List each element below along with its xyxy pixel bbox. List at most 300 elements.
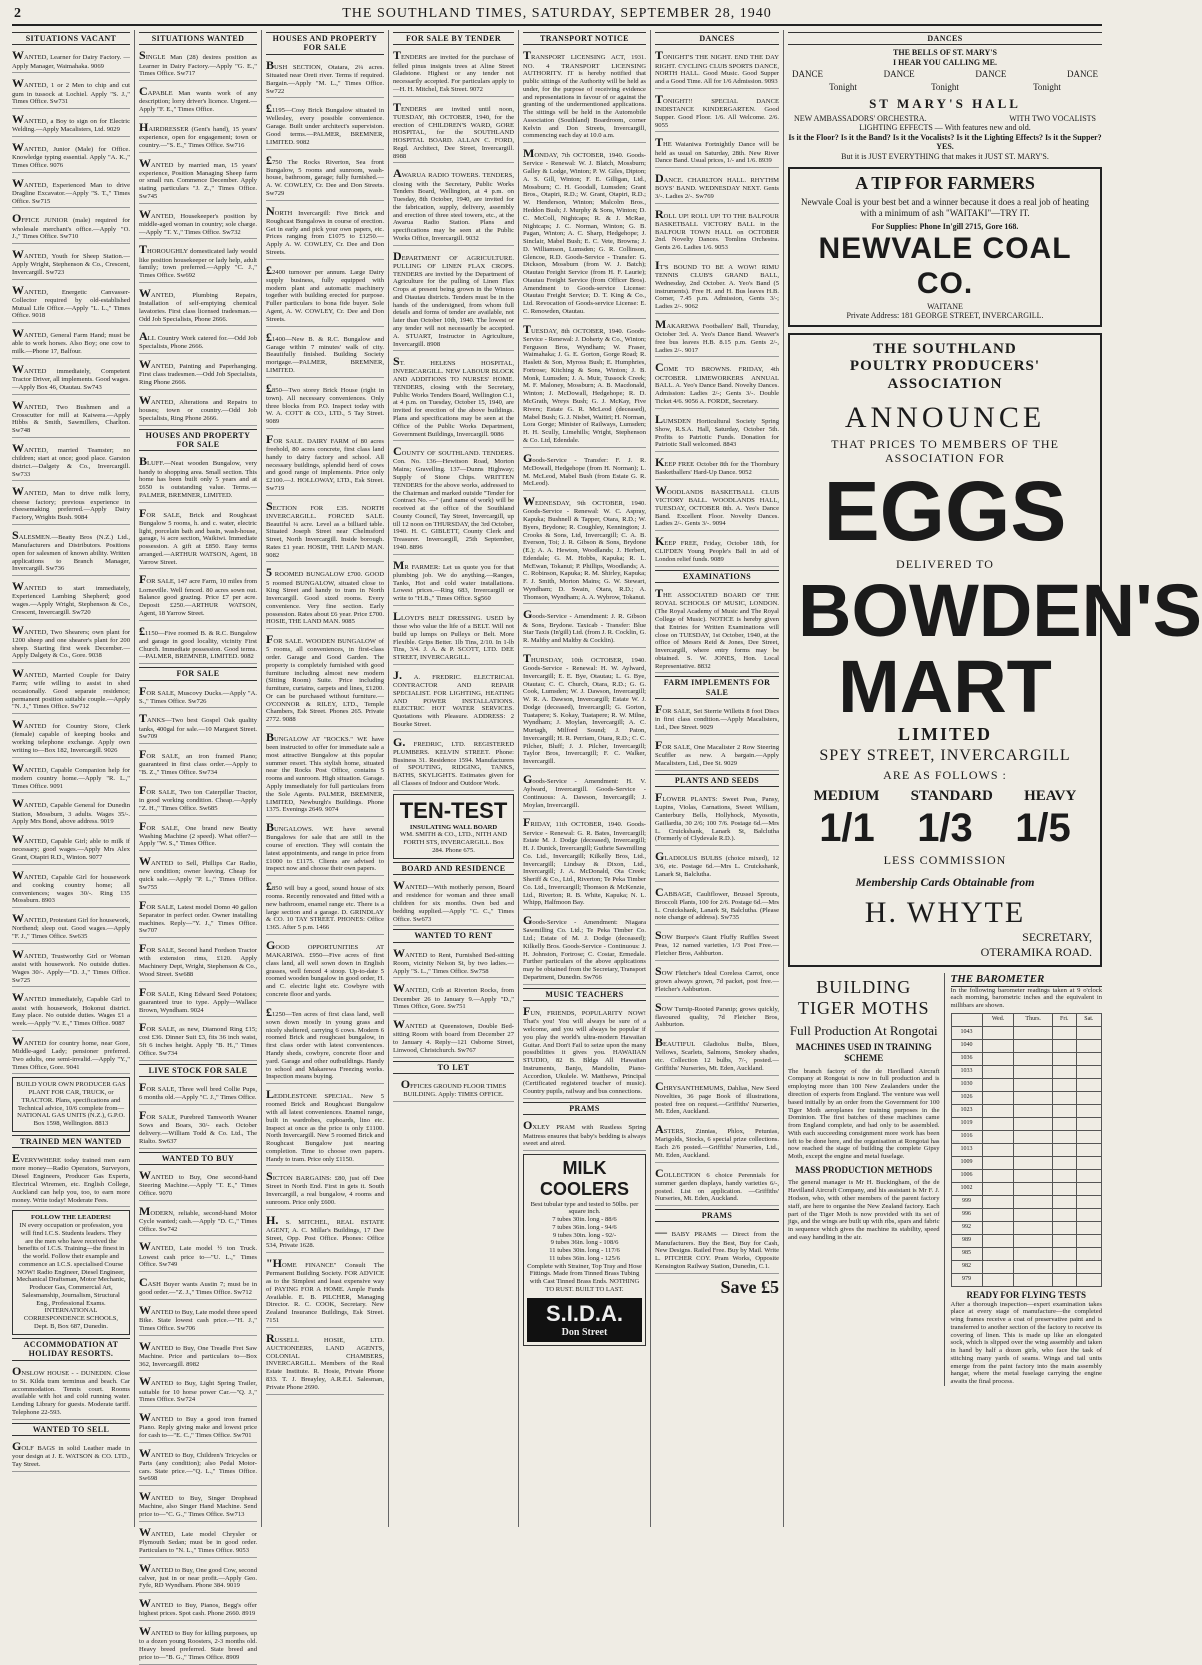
classified-ad: CHRYSANTHEMUMS, Dahlias, New Seed Novelties, 36 page Book of illustrations, posted free on request.—Griffiths' Nurseries, Mt. Eden, Auckland.: [655, 1079, 779, 1119]
classified-ad: WANTED to Buy, Late model three speed Bike. State lowest cash price.—"H. J.," Times Office. Sw706: [139, 1303, 257, 1336]
reading-cell: [1014, 1143, 1052, 1156]
ad-subhead: Best tubular type and tested to 50lbs. per square inch.: [530, 1200, 639, 1216]
ad-line: Is it the Floor? Is it the Band? Is it the Vocalists? Is it the Lighting Effects? Is it the Supper?: [788, 132, 1102, 142]
classified-ad: FOR SALE, Latest model Domo 40 gallon Separator in perfect order. Owner installing machines. Reply—"Y. J.," Times Office. Sw707: [139, 898, 257, 938]
reading-cell: [1014, 1195, 1052, 1208]
poultry-producers-ad: [788, 333, 1202, 967]
company-name: NEWVALE COAL CO.: [818, 231, 1072, 301]
classified-ad: FOR SALE, 147 acre Farm, 10 miles from Lorneville. Well fenced. 80 acres sown out. Balance good grazing. Price £7 per acre. Deposit £250.—ARTHUR WATSON, Agent, 18 Yarrow Street.: [139, 572, 257, 620]
reading-cell: [1076, 1130, 1101, 1143]
ad-line: Membership Cards Obtainable from: [855, 874, 1035, 889]
classified-ad: SOW Turnip-Rooted Parsnip; grows quickly, flavoured quality, 7d Fletcher Bros, Ashburton.: [655, 1000, 779, 1033]
reading-cell: [1014, 1221, 1052, 1234]
classified-ad: Goods-Service - Amendment: J. R. Gibson & Sons, Brydone. Taxicab - Transfer: Blue Star Taxis (In'gill) Ltd. (from J. R. Cocklin, G. R. Maltby and Maltby & Cocklin).: [523, 607, 646, 647]
table-row: [951, 1143, 1102, 1156]
classified-ad: WANTED, Experienced Man to drive Dragline Excavator.—Apply "S. T.," Times Office. Sw715: [12, 176, 130, 209]
ad-text: WAITANE: [927, 301, 963, 311]
reading-cell: [1014, 1182, 1052, 1195]
reading-cell: [982, 1104, 1014, 1117]
millibar-value: 992: [951, 1221, 982, 1234]
classified-ad: WANTED at Queenstown, Double Bed-sitting Room with board from December 27 to January 4. Reply—121 Osborne Street, Linwood, Christchurch. Sw767: [393, 1017, 514, 1057]
reading-cell: [1052, 1117, 1076, 1130]
hawaiian-studio-ad: FUN, FRIENDS, POPULARITY NOW! That's you! You will always be sure of a welcome, and you will always be popular if you play the world's ultra-modern Hawaiian Guitar. And Don't Fail to seize upon the many possibilities it gives you. HAWAIIAN STUDIO, 82 B. Bldgs All Hawaiian Instruments, Banjo, Mandolin, Piano-Accordion, Ukulele. W. Matthews, Principal (Certificated registered teacher of music). Country pupils, railway and bus connections.: [523, 1004, 646, 1099]
reading-cell: [1052, 1260, 1076, 1273]
classified-ad: H. S. MITCHEL, REAL ESTATE AGENT, A. C. Millar's Buildings, 17 Dee Street, Opp. Post Office. Phones: Office 534, Private 1628.: [266, 1213, 384, 1253]
table-row: [951, 1234, 1102, 1247]
day-header: Sat.: [1076, 1013, 1101, 1026]
sida-logo: S.I.D.A.: [545, 1300, 623, 1326]
ad-headline: MILK COOLERS: [539, 1158, 629, 1200]
ad-line: SECRETARY,: [1022, 930, 1092, 945]
table-row: [951, 1195, 1102, 1208]
classified-ad: £850—Two storey Brick House (right in town). All necessary conveniences. Only three blocks from P.O. Inspect today with W. A. COTT & CO., LTD., 5 Tay Street. 9089: [266, 381, 384, 429]
empty-cell: [951, 1013, 982, 1026]
article-headline: THE BAROMETER: [951, 973, 1103, 987]
reading-cell: [1076, 1065, 1101, 1078]
section-heading: MUSIC TEACHERS: [523, 988, 646, 1001]
reading-cell: [982, 1078, 1014, 1091]
classified-ad: FOR SALE, Purebred Tamworth Weaner Sows and Boars, 30/- each. October delivery.—William Todd & Co. Ltd., The Rialto. Sw637: [139, 1108, 257, 1148]
millibar-value: 989: [951, 1234, 982, 1247]
grade-price: 1/1: [819, 806, 875, 851]
reading-cell: [982, 1234, 1014, 1247]
classified-ad: FOR SALE, Three well bred Collie Pups, 6 months old.—Apply "C. J.," Times Office.: [139, 1080, 257, 1105]
classified-ad: £1400—New B. & R.C. Bungalow and Garage within 7 minutes' walk of city. Beautifully finished. Building Society mortgage.—PALMER, BREMNER, LIMITED.: [266, 330, 384, 378]
section-heading: PLANTS AND SEEDS: [655, 774, 779, 787]
classified-ad: TONIGHT!! SPECIAL DANCE INDISTANCE KINDERGARTEN. Good Supper. Good Floor. 1/6. All Welcome. 2/6. 9055: [655, 92, 779, 132]
classified-ad: WANTED, Man to drive milk lorry, cheese factory; previous experience in cheesemaking preferred.—Apply Dairy Factory, Wrights Bush. 9084: [12, 484, 130, 524]
section-heading: FOR SALE: [139, 667, 257, 680]
reading-cell: [982, 1052, 1014, 1065]
section-heading: WANTED TO RENT: [393, 929, 514, 942]
table-row: [951, 1065, 1102, 1078]
ad-line: THAT PRICES TO MEMBERS OF THE ASSOCIATION FOR: [831, 437, 1059, 466]
reading-cell: [1014, 1130, 1052, 1143]
classified-ad: WANTED—With motherly person, Board and residence for woman and three small children for six months. Own bed and bedding supplied.—Apply "C. C.," Times Office. Sw673: [393, 878, 514, 926]
classified-ad: £2400 turnover per annum. Large Dairy supply business, fully equipped with modern plant and automatic machinery together with building erected for purpose. Fuller particulars to bona fide buyer. Sole Agent, A. W. COWLEY, Cr. Dee and Don Streets.: [266, 263, 384, 327]
classified-ad: OFFICES GROUND FLOOR TIMES BUILDING. Apply: TIMES OFFICE.: [393, 1077, 514, 1102]
barometer-table: [951, 1013, 1103, 1287]
price-row: 9 tubes 30in. long - 92/-: [552, 1231, 617, 1239]
classified-ad: LLOYD'S BELT DRESSING. USED by those who value the life of a BELT. Will not build up lumps on Pulleys or Belt. More Flexible. Grips Better. 1lb Tins, 2/10. In 1-lb Tins, 3/4. J. A. & P. SCOTT, LTD. DEE STREET, INVERCARGILL.: [393, 609, 514, 665]
page-number: 2: [14, 6, 21, 21]
classified-ad: SINGLE Man (28) desires position as Learner in Dairy Factory.—Apply "G. E.," Times Office. Sw717: [139, 48, 257, 81]
classified-ad: WANTED to Buy, Children's Tricycles or Parts (any condition); also Pedal Motor-cars. State price.—"Q. L.," Times Office. Sw698: [139, 1446, 257, 1486]
section-heading: DANCES: [655, 32, 779, 45]
classified-ad: BEAUTIFUL Gladiolus Bulbs, Blues, Yellows, Scarlets, Salmons, Smokey shades, etc. Collection 12 bulbs, 7/-, posted.—Griffiths' Nurseries, Mt. Eden, Auckland.: [655, 1035, 779, 1075]
dance-word: DANCE: [792, 69, 823, 80]
table-row: [951, 1208, 1102, 1221]
table-row: [951, 1247, 1102, 1260]
reading-cell: [982, 1247, 1014, 1260]
millibar-value: 1026: [951, 1091, 982, 1104]
classified-ad: WANTED, Two Bushmen and a Crosscutter for mill at Kaiwera.—Apply Hibbs & Smith, Sawmillers, Charlton. Sw748: [12, 398, 130, 438]
millibar-value: 996: [951, 1208, 982, 1221]
reading-cell: [982, 1065, 1014, 1078]
classified-ad: ROLL UP! ROLL UP! TO THE BALFOUR BASKETBALL VICTORY BALL in the BALFOUR TOWN HALL on OCTOBER 2nd. Novelty Dances. Tomlins Orchestra. Gents 2/6. Ladies 1/6. 9053: [655, 207, 779, 255]
classified-ad: DANCE. CHARLTON HALL. RHYTHM BOYS' BAND. WEDNESDAY NEXT. Gents 3/-. Ladies 2/-. Sw769: [655, 171, 779, 204]
dance-word: DANCE: [883, 69, 915, 80]
section-heading: TO LET: [393, 1061, 514, 1074]
classified-ad: WANTED, Two Shearers; own plant for 1200 sheep and one shearer's plant for 200 sheep. Starting first week December.—Apply Dalgety & Co., Gore. 9038: [12, 623, 130, 663]
article-subhead: READY FOR FLYING TESTS: [966, 1289, 1086, 1300]
millibar-value: 1013: [951, 1143, 982, 1156]
table-row: [951, 1169, 1102, 1182]
millibar-value: 1002: [951, 1182, 982, 1195]
ad-line: THE SOUTHLAND: [873, 340, 1017, 357]
classified-ad: FOR SALE, Set Sterrie Willetts 8 foot Discs in first class condition.—Apply Macalisters, Ltd., Dee Street. 9029: [655, 702, 779, 735]
classified-ad: SICTON BARGAINS: £80, just off Dee Street in North End. First in gets it. South Invercargill, a real bungalow, 4 rooms and sunroom. Price only £600.: [266, 1169, 384, 1209]
classified-ad: TENDERS are invited until noon, TUESDAY, 8th OCTOBER, 1940, for the erection of CHILDREN'S WARD, GORE HOSPITAL, for the SOUTHLAND HOSPITAL BOARD. ALLAN C. FORD, Regd. Architect, Dee Street, Invercargill. 8988: [393, 100, 514, 164]
classified-ad: WANTED to Buy, Singer Drophead Machine, also Singer Hand Machine. Send price to—"C. G.," Times Office. Sw713: [139, 1489, 257, 1522]
classified-ad: EVERYWHERE today trained men earn more money—Radio Operators, Surveyors, Diesel Engineers, Producer Gas Experts, Electrical Wiremen, etc. English College, Auckland can help you, too, to earn more money. Write today! Moderate Fees.: [12, 1151, 130, 1207]
ad-text: Newvale Coal is your best bet and a winner because it does a real job of heating with a minimum of ash "WAITAKI"—TRY IT.: [801, 197, 1089, 218]
reading-cell: [982, 1182, 1014, 1195]
reading-cell: [982, 1026, 1014, 1039]
classified-ad: BUNGALOWS. WE have several Bungalows for sale that are still in the course of erection. They will contain the latest appointments, and range in price from £1000 to £1175. Clients are advised to inspect now and choose their own papers.: [266, 820, 384, 876]
classified-ad: 5 ROOMED BUNGALOW £700. GOOD 5 roomed BUNGALOW, situated close to King Street and handy to tram in North Invercargill. Good sized rooms. Every convenience. Very fine section. Early possession. Rates about £6 year. Price £700. HOSIE, THE LAND MAN. 9085: [266, 565, 384, 629]
ad-text: Private Address: 181 GEORGE STREET, INVERCARGILL.: [846, 311, 1044, 321]
masthead: [12, 4, 1102, 26]
reading-cell: [1052, 1273, 1076, 1286]
classified-ad: SOW Fletcher's Ideal Coreless Carrot, once grown always grown, 7d packet, post free.—Fletcher's Ashburton.: [655, 964, 779, 997]
classified-ad: FOR SALE, Second hand Fordson Tractor with extension rims, £120. Apply Machinery Dept, Wright, Stephenson & Co., Wood Street. Sw688: [139, 941, 257, 981]
reading-cell: [1014, 1052, 1052, 1065]
article-headline: BUILDING TIGER MOTHS: [798, 976, 930, 1018]
classified-ad: COLLECTION 6 choice Perennials for summer garden displays, handy varieties 6/-, posted. List on application. —Griffiths' Nurseries, Mt. Eden, Auckland.: [655, 1166, 779, 1206]
bowdens-headline: BOWDEN'S: [798, 568, 1202, 652]
classified-ad: £850 will buy a good, sound house of six rooms. Recently renovated and fitted with a new bathroom, enamel range etc. There is a large section and a garage. D. GRINDLAY & CO. 10 TAY STREET. PHONES: Office 1365. After 5 p.m. 1466: [266, 879, 384, 935]
table-row: [951, 1039, 1102, 1052]
classified-ad: WANTED to Rent, Furnished Bed-sitting Room, vicinity Nelson St, by two ladies.—Apply "S. L.," Times Office. Sw758: [393, 946, 514, 979]
section-heading: SITUATIONS WANTED: [139, 32, 257, 45]
ad-line: DELIVERED TO: [896, 557, 994, 572]
reading-cell: [1052, 1221, 1076, 1234]
reading-cell: [1014, 1234, 1052, 1247]
millibar-value: 1009: [951, 1156, 982, 1169]
classified-ad: GOOD OPPORTUNITIES AT MAKARIWA. £950—Five acres of first class land, all well sown down in English grasses, well fenced 4 stoop. Up-to-date 5 roomed wooden bungalow in good order, H. and C. electric light etc. Cowbyre with concrete floor and yards.: [266, 938, 384, 1002]
classified-ad: G. FREDRIC, LTD. REGISTERED PLUMBERS. KELVIN STREET. Phone: Business 31. Residence 1594. Manufacturers of SPOUTING, RIDGING, TANKS, BATHS, SKYLIGHTS. Estimates given for all Classes of Indoor and Outdoor Work.: [393, 735, 514, 791]
reading-cell: [982, 1143, 1014, 1156]
classified-ad: WOODLANDS BASKETBALL CLUB VICTORY BALL. WOODLANDS HALL, TUESDAY, OCTOBER 8th. A. Yeo's Dance Band. Excellent Floor. Novelty Dances. Ladies 2/-. Gents 3/-. 9094: [655, 483, 779, 531]
save-tag: Save £5: [720, 1276, 779, 1297]
dance-word: DANCE: [975, 69, 1007, 80]
reading-cell: [1014, 1169, 1052, 1182]
classified-ad: CABBAGE, Cauliflower, Brussel Sprouts, Broccoli Plants, 100 for 2/6. Postage 6d.—Mrs L. Cruickshank, Lanark St, Balclutha. (Please note change of address). Sw735: [655, 885, 779, 925]
classified-ad: COME TO BROWNS. FRIDAY, 4th OCTOBER. LIMEWORKERS ANNUAL BALL. A. Yeo's Dance Band. Novelty Dances. Admission: Ladies 2/-; Gents 3/-. Double Ticket 4/6. 9056 A. FORDE, Secretary.: [655, 360, 779, 408]
ad-text: WM. SMITH & CO., LTD., NITH AND FORTH STS, INVERCARGILL. Box 284. Phone 675.: [400, 831, 507, 854]
section-heading: TRAINED MEN WANTED: [12, 1135, 130, 1148]
classified-ad: WANTED, Plumbing Repairs, Installation of self-emptying chemical lavatories. First class licensed tradesman.—Odd Job Specialists, Phone 2666.: [139, 286, 257, 326]
classified-ad: MONDAY, 7th OCTOBER, 1940. Goods-Service - Renewal: W. J. Blatch, Mossburn; Galley & Lodge, Winton; P. W. Giles, Dipton; A. S. Gill, Winton; F. E. Gilligan, Ltd., Mossburn; C. H. Goodall, Lumsden; Grant Bros., Otapiri, R.D.; W. Grant, Otapiri, R.D.; W. Henderson, Winton; Malcolm Bros., Heddon Bush; J. Murphy & Sons, Winton; D. C. McColl, Nightcaps; R. & J. McRae, Nightcaps; J. C. Norman, Winton; G. B. Pagan, Winton; A. C. Sharp, Hedgehope; J. Sinclair, Mabel Bush; E. C. Vete, Browns; J. D. Williamson, Lumsden; G. R. Collinson, Glencoe, R.D. Goods-Service - Transfer: G. Dickson, Mossburn (from W. J. Batch); Otautau Freight Service (from H. F. Laurie); Otautau Freight Service (from Officer Bros). Amendment to Goods-service License: Otautau Freight Service; D. T. King & Co., Ltd. Revocation of Goods-service License: E. C. Renowden, Otautau.: [523, 146, 646, 318]
reading-cell: [1076, 1234, 1101, 1247]
column-transport: [519, 30, 651, 1527]
classified-ad: LUMSDEN Horticultural Society Spring Show, R.S.A. Hall, Saturday, October 5th. Profits to Patriotic Funds. Donation for Patriotic Stall welcomed. 8843: [655, 412, 779, 452]
ad-line: LIMITED: [897, 723, 992, 744]
classified-ad: THOROUGHLY domesticated lady would like position housekeeper or lady help, adult family; town preferred.—Apply "C. J.," Times Office. Sw692: [139, 242, 257, 282]
classified-ad: WANTED to Buy, One good Cow, second calver, just in or near profit.—Apply Geo. Fyfe, RD Wyndham. Phone 384. 9019: [139, 1561, 257, 1594]
grade-price: 1/3: [917, 806, 973, 851]
table-row: [951, 1052, 1102, 1065]
classified-ad: MR FARMER: Let us quote you for that plumbing job. We do anything.—Ranges, Tanks, Hot and cold water installations. Lowest prices.—Ring 683, Invercargill or write to "H.B.," Times Office. Sg560: [393, 558, 514, 606]
gas-plant-ad: [12, 1077, 130, 1132]
classified-ad: ASTERS, Zinnias, Phlox, Petunias, Marigolds, Stocks, 6 special prize collections. Each 2/6 posted.—Griffiths' Nurseries, Ltd., Mt. Eden, Auckland.: [655, 1122, 779, 1162]
price-row: 9 tubes 36in. long - 108/6: [550, 1239, 619, 1247]
reading-cell: [1014, 1156, 1052, 1169]
reading-cell: [1052, 1039, 1076, 1052]
reading-cell: [1052, 1195, 1076, 1208]
reading-cell: [1052, 1208, 1076, 1221]
classified-ad: THE ASSOCIATED BOARD OF THE ROYAL SCHOOLS OF MUSIC, LONDON. (The Royal Academy of Music and The Royal College of Music). NOTICE is hereby given that Entries for Written Examinations will close on TUESDAY, 1st October, 1940, at the office of Messrs Reid & Jones, Dee Street, Invercargill, where entry forms may be obtained. S. W. JONES, Hon. Local Representative. 8832: [655, 586, 779, 673]
reading-cell: [1076, 1247, 1101, 1260]
reading-cell: [1014, 1078, 1052, 1091]
reading-cell: [1076, 1221, 1101, 1234]
classified-ad: FOR SALE, One Macalister 2 Row Steering Scuffler as new. A bargain.—Apply Macalisters, Ltd., Dee St. 9029: [655, 738, 779, 771]
reading-cell: [1014, 1117, 1052, 1130]
section-heading: FOR SALE BY TENDER: [393, 32, 514, 45]
millibar-value: 1019: [951, 1117, 982, 1130]
article-text: The general manager is Mr H. Buckingham, of the de Havilland Aircraft Company, and his assistant is Mr F. J. Hodson, who, with other members of the parent factory staff, are here to organise the New Zealand factory. Each part of the Tiger Moth is now provided with its set of jigs, and the wings are built up with ribs, spars and fabric in sequence which gives the machine its stability, speed and easy handling in the air.: [788, 1179, 940, 1241]
classified-ad: WANTED immediately, Capable Girl to assist with housework, Hokonui district. Easy place. No outside duties. Wages £1 a week.—Apply "V. E.," Times Office. 9087: [12, 990, 130, 1030]
classified-ad: WANTED, Capable Girl; able to milk if necessary; good wages.—Apply Mrs Alex Grant, Otapiri R.D., Winton. 9077: [12, 832, 130, 865]
tentest-ad: [393, 794, 514, 859]
reading-cell: [1014, 1091, 1052, 1104]
table-row: [951, 1117, 1102, 1130]
classified-ad: WANTED, Trustworthy Girl or Woman assist with housework. No outside duties. Wages 30/-. Apply—"D. J.," Times Office. Sw725: [12, 947, 130, 987]
reading-cell: [1014, 1026, 1052, 1039]
price-row: 7 tubes 30in. long - 88/6: [552, 1216, 617, 1224]
reading-cell: [1052, 1026, 1076, 1039]
article-text: In the following barometer readings taken at 9 o'clock each morning, barometric inches and the equivalent in millibars are shown.: [950, 986, 1102, 1010]
classified-ad: WANTED, Energetic Canvasser-Collector required by old-established Mutual Life Office.—Apply "L. L.," Times Office. 9018: [12, 283, 130, 323]
classified-ad: OFFICE JUNIOR (male) required for wholesale merchant's office.—Apply "O. J.," Times Office. Sw710: [12, 211, 130, 244]
newspaper-title: THE SOUTHLAND TIMES, SATURDAY, SEPTEMBER 28, 1940: [342, 6, 772, 21]
classified-ad: WEDNESDAY, 9th OCTOBER, 1940. Goods-Service - Renewal: W. C. Aspray, Kapuka; Bushnell & Tapper, Otara, R.D.; W. Byers, Brydone; R. Coughley, Kennington; J. Crooks & Sons, Ltd, Invercargill; C. A. B. Everson, Toi; J. R. Gibson & Sons, Brydone (E.); A. A. Hewton, Woodlands; J. Herbert, Edendale; G. M. Hobbs, Kapuka; R. L. McEwan, Tokanui; P. Phillips, Woodlands; A. C. Robinson, Kapuka; R. M. Shirley, Kapuka; F. J. Smith, Morton Mains; G. W. Stewart, Wyndham; D. Swain, Otara, R.D.; A. Thomson, Wyndham; A. A. Wybrow, Tokanui.: [523, 494, 646, 604]
reading-cell: [982, 1039, 1014, 1052]
classified-ad: WANTED, Learner for Dairy Factory. —Apply Manager, Waimahaka. 9069: [12, 48, 130, 73]
section-heading: PRAMS: [655, 1209, 779, 1222]
table-row: [951, 1182, 1102, 1195]
reading-cell: [1052, 1143, 1076, 1156]
tonight-word: Tonight: [829, 81, 857, 92]
price-row: 11 tubes 36in. long - 125/6: [549, 1254, 620, 1262]
eggs-headline: EGGS: [823, 464, 1067, 559]
ad-text: For Supplies: Phone In'gill 2715, Gore 168.: [871, 221, 1019, 231]
reading-cell: [1014, 1260, 1052, 1273]
classified-ad: BUSH SECTION, Otatara, 2¼ acres. Situated near Oreti river. Terms if required. Bargain.—Apply "M. L.," Times Office. Sw722: [266, 58, 384, 98]
classified-ad: RUSSELL HOSIE, LTD. AUCTIONEERS, LAND AGENTS, COLONIAL CHAMBERS, INVERCARGILL. Members of the Real Estate Institute. R. Hosie, Private Phone 833. T. J. Breayley, A.R.E.I. Salesman, Private Phone 2690.: [266, 1331, 384, 1395]
reading-cell: [1076, 1208, 1101, 1221]
reading-cell: [1014, 1247, 1052, 1260]
ad-line: OTERAMIKA ROAD.: [980, 944, 1092, 959]
classified-ad: J. A. FREDRIC. ELECTRICAL CONTRACTOR AND REPAIR SPECIALIST. FOR LIGHTING, HEATING AND POWER INSTALLATIONS. ELECTRIC HOT WATER SERVICES. Quotations with Pleasure. ADDRESS: 2 Bourke Street.: [393, 668, 514, 732]
ad-line: ANNOUNCE: [844, 400, 1046, 434]
reading-cell: [1076, 1052, 1101, 1065]
tentest-logo: TEN-TEST: [399, 797, 508, 823]
reading-cell: [1076, 1182, 1101, 1195]
classified-ad: Goods-Service - Amendment: H. V. Aylward, Invercargill. Goods-Service - Continuous: A. Dawson, Invercargill; J. Moylan, Invercargill.: [523, 772, 646, 812]
reading-cell: [1052, 1234, 1076, 1247]
reading-cell: [1052, 1065, 1076, 1078]
classified-ad: FOR SALE, One brand new Beatty Washing Machine (2 speed). What offer?—Apply "W. S.," Times Office.: [139, 819, 257, 852]
classified-ad: FOR SALE, as new, Diamond Ring £15; cost £36. Dinner Suit £3, fits 36 inch waist, 5ft 6 inches height. Apply "B. H.," Times Office. Sw734: [139, 1020, 257, 1060]
classified-ad: TUESDAY, 8th OCTOBER, 1940. Goods-Service - Renewal: J. Doherty & Co., Winton; Ferguson Bros, Wyndham; W. Fraser, Waimahaka; J. G. E. Gorton, Gorge Road; R. Haslett & Son, Myross Bush; E. Humphries, Fortrose; Kitching & Sons, Winton; J. B. Monk, Lumsden; J. A. Muir, Tussock Creek; M. F. Maloney, Mossburn; A. B. Macdonald, Winton; J. McDowall, Hedgehope; R. D. McGrath, Wreys Bush; G. J. McKay, Five Rivers; Estate G. R. McLeod (deceased), Mabel Bush; G. J. Nisbet, Waitiri; H. Norman, Lora Gorge; Minister of Railways, Lumsden; H. H. Scully, Limehills; Wright, Stephenson & Co. Ltd, Edendale.: [523, 322, 646, 448]
section-heading: WANTED TO BUY: [139, 1152, 257, 1165]
classified-ad: CASH Buyer wants Austin 7; must be in good order.—"Z. J.," Times Office. Sw712: [139, 1275, 257, 1300]
reading-cell: [982, 1221, 1014, 1234]
millibar-value: 999: [951, 1195, 982, 1208]
classified-ad: WANTED to Buy, Light Spring Trailer, suitable for 10 horse power Car.—"Q. J.," Times Office. Sw724: [139, 1374, 257, 1407]
classified-ad: FOR SALE, King Edward Seed Potatoes; guaranteed true to type. Apply—Wallace Brown, Wyndham. 9024: [139, 985, 257, 1018]
section-heading: HOUSES AND PROPERTY FOR SALE: [266, 32, 384, 55]
table-row: [951, 1130, 1102, 1143]
reading-cell: [1014, 1039, 1052, 1052]
classified-ad: WANTED, Capable Companion help for modern country home.—Apply "R. L.," Times Office. 9091: [12, 761, 130, 794]
table-row: [951, 1091, 1102, 1104]
reading-cell: [982, 1091, 1014, 1104]
reading-cell: [1076, 1169, 1101, 1182]
reading-cell: [982, 1130, 1014, 1143]
article-subhead: MASS PRODUCTION METHODS: [795, 1164, 933, 1175]
ad-line: THE BELLS OF ST. MARY'S: [893, 48, 997, 58]
classified-ad: WANTED for country home, near Gore, Middle-aged Lady; pensioner preferred. Two adults, one semi-invalid.—Apply "Y.," Times Office, Gore. 9041: [12, 1034, 130, 1074]
ad-line: NEW AMBASSADORS' ORCHESTRA.: [794, 113, 927, 123]
classified-ad: GOLF BAGS in solid Leather made in your design at J. E. WATSON & CO. LTD., Tay Street.: [12, 1439, 130, 1472]
ad-line: ARE AS FOLLOWS :: [883, 767, 1007, 782]
classified-ad: £1150—Five roomed B. & R.C. Bungalow and garage in good locality, vicinity First Church. Immediate possession. Good terms.—PALMER, BREMNER, LIMITED. 9082: [139, 624, 257, 664]
reading-cell: [982, 1117, 1014, 1130]
ad-line: But it is JUST EVERYTHING that makes it JUST ST. MARY'S.: [841, 151, 1049, 161]
classified-ad: WANTED, 1 or 2 Men to chip and cut gum in tussock at Lochiel. Apply "S. J.," Times Office. Sw731: [12, 76, 130, 109]
classified-ad: Goods-Service - Transfer: F. J. R. McDowall, Hedgehope (from H. Norman); L. M. McLeod, Mabel Bush (from Estate G. R. McLeod).: [523, 451, 646, 491]
ad-line: YES.: [936, 142, 954, 152]
classified-ad: WANTED to Buy, One second-hand Steering Machine.—Apply "T. E.," Times Office. 9070: [139, 1168, 257, 1201]
classified-ad: SOW Burpee's Giant Fluffy Ruffles Sweet Peas, 12 named varieties, 1/3 Post Free.—Fletcher Bros, Ashburton.: [655, 928, 779, 961]
millibar-value: 1040: [951, 1039, 982, 1052]
classified-ad: WANTED to Buy for killing purposes, up to a dozen young Roosters, 2-3 months old. Heavy breed preferred. State breed and price to—"B. G.," Times Office. 8909: [139, 1624, 257, 1664]
classified-ad: DEPARTMENT OF AGRICULTURE. PULLING OF LINEN FLAX CROPS. TENDERS are invited by the Department of Agriculture for the pulling of Linen Flax Crops at present being grown in the Winton and Otautau districts. Tenders must be in the hands of the undersigned, from whom full details and forms of tender are available, not later than October 10th, 1940. The lowest or any tender will not necessarily be accepted. A. STUART, Instructor in Agriculture, Invercargill. 8908: [393, 249, 514, 352]
reading-cell: [1052, 1156, 1076, 1169]
ad-line: POULTRY PRODUCERS' ASSOCIATION: [849, 358, 1041, 392]
classified-ad: WANTED, Junior (Male) for Office. Knowledge typing essential. Apply "A. K.," Times Office. 9076: [12, 140, 130, 173]
section-heading: FARM IMPLEMENTS FOR SALE: [655, 676, 779, 699]
table-row: [951, 1273, 1102, 1286]
classified-ad: OXLEY PRAM with Rustless Spring Mattress ensures that baby's bedding is always sweet and aired.: [523, 1118, 646, 1151]
section-heading: TRANSPORT NOTICE: [523, 32, 646, 45]
ad-text: BUILD YOUR OWN PRODUCER GAS PLANT FOR CAR, TRUCK, or TRACTOR. Plans, specifications and Technical advice, 10/6 complete from—NATIONAL GAS UNITS (N.Z.), G.P.O. Box 1598, Wellington. 8813: [16, 1081, 126, 1128]
reading-cell: [1052, 1130, 1076, 1143]
classified-ad: WANTED, Capable General for Dunedin Station, Mossburn, 3 adults. Wages 35/-. Apply Mrs Bond, above address. 9019: [12, 796, 130, 829]
classified-ad: NORTH Invercargill: Five Brick and Roughcast Bungalows in course of erection. Get in early and pick your own papers, etc. Prices ranging from £1075 to £1250.—Apply A. W. COWLEY, Cr. Dee and Don Streets.: [266, 204, 384, 260]
reading-cell: [1076, 1117, 1101, 1130]
day-header: Wed.: [982, 1013, 1014, 1026]
millibar-value: 1006: [951, 1169, 982, 1182]
section-heading: PRAMS: [523, 1102, 646, 1115]
tiger-moths-article: [788, 973, 945, 1386]
st-marys-dance-ad: [788, 48, 1102, 161]
grade-price: 1/5: [1015, 806, 1071, 851]
classified-ad: £1195—Cosy Brick Bungalow situated in Wellesley, every possible convenience. Garage. Built under architect's supervision. Good terms.—PALMER, BREMNER, LIMITED. 9082: [266, 101, 384, 149]
column-houses-property: [262, 30, 389, 1527]
millibar-value: 982: [951, 1260, 982, 1273]
price-row: 7 tubes 36in. long - 94/6: [552, 1223, 617, 1231]
grade-label: HEAVY: [1024, 787, 1077, 804]
reading-cell: [1076, 1104, 1101, 1117]
section-heading: HOUSES AND PROPERTY FOR SALE: [139, 429, 257, 452]
reading-cell: [1076, 1091, 1101, 1104]
reading-cell: [982, 1169, 1014, 1182]
classified-ad: FRIDAY, 11th OCTOBER, 1940. Goods-Service - Renewal: G. R. Bates, Invercargill; Estate M. J. Dodge (deceased), Invercargill; H. J. Dunick, Invercargill; Guthrie Sawmilling Co. Ltd., Invercargill; Kilkelly Bros, Ltd., Invercargill; Lindsay & Dixon, Ltd., Invercargill; J. A. McDonald, Ota Creek; Sheriff & Co., Ltd., Riverton; Te Peka Timber Co. Ltd., Invercargill; Thomson & McKenzie, Ltd., Riverton; R. B. White, Kapuka; N. L. Whipp, Halfmoon Bay.: [523, 815, 646, 910]
classified-ad: SECTION FOR £35. NORTH INVERCARGILL. FORCED SALE. Beautiful ¼ acre. Level as a billiard table. Situated Joseph Street near Chelmsford Street, North Invercargill. Inside borough. Rates £1 year. HOSIE, THE LAND MAN. 9082: [266, 499, 384, 563]
ad-line: LIGHTING EFFECTS — With features new and old.: [859, 123, 1031, 133]
table-row: [951, 1078, 1102, 1091]
classified-ad: £750 The Rocks Riverton, Sea front Bungalow, 5 rooms and sunroom, wash-house, bathroom, garage; fully furnished.—A. W. COWLEY, Cr. Dee and Don Streets. Sw729: [266, 153, 384, 201]
section-heading: DANCES: [788, 32, 1102, 45]
column-situations-vacant: [8, 30, 135, 1527]
classified-ad: IT'S BOUND TO BE A WOW! RIMU TENNIS CLUB'S GRAND BALL, Wednesday, 2nd October. A. Yeo's Band (5 instruments). Free H. and H. Bus leaves H.B. Corner, 7.45 p.m. Admission, Gents 3/-; Ladies 2/-. 9062: [655, 258, 779, 314]
column-situations-wanted: [135, 30, 262, 1661]
classified-ad: MAKAREWA Footballers' Ball, Thursday, October 3rd. A. Yeo's Dance Band. Weaver's free bus leaves H.B. 8.15 p.m. Gents 2/-, Ladies 2/-. 9017: [655, 317, 779, 357]
egg-prices: [798, 805, 1092, 852]
ad-line: WITH TWO VOCALISTS: [1009, 113, 1096, 123]
reading-cell: [1014, 1104, 1052, 1117]
reading-cell: [982, 1273, 1014, 1286]
table-row: [951, 1026, 1102, 1039]
classified-ad: TRANSPORT LICENSING ACT, 1931. NO. 4 TRANSPORT LICENSING AUTHORITY. IT is hereby notified that public sittings of the Authority will be held as under, for the purpose of receiving evidence and representations in favour of or against the granting of the undermentioned applications. The sittings will be held in the Automobile Association (Southland) Boardroom, corner Kelvin and Don Streets, Invercargill, commencing each day at 10.0 a.m.: [523, 48, 646, 143]
classified-ad: WANTED, Painting and Paperhanging. First class tradesmen.—Odd Job Specialists, Ring Phone 2666.: [139, 357, 257, 390]
classified-ad: WANTED, married Teamster; no children; start at once; good place. Garston district.—Dalgety & Co., Invercargill. Sw733: [12, 441, 130, 481]
classified-ad: BLUFF.—Neat wooden Bungalow, very handy to shopping area. Small section. This home has been built only 5 years and at £650 is outstanding value. Terms.—PALMER, BREMNER, LIMITED.: [139, 454, 257, 502]
classified-ad: Goods-Service - Amendment: Niagara Sawmilling Co. Ltd.; Te Peka Timber Co. Ltd.; Estate of M. J. Dodge (deceased); Kilkelly Bros. Goods-Service - Continuous: J. H. Johnston, Fortrose; C. Costar, Ermedale. Further particulars of the above applications may be obtained from the Secretary, Transport Department, Dunedin. Sw766: [523, 913, 646, 985]
classified-ad: WANTED, Crib at Riverton Rocks, from December 26 to January 9.—Apply "D.," Times Office, Gore. Sw751: [393, 981, 514, 1014]
classified-ad: ALL Country Work catered for.—Odd Job Specialists, Phone 2666.: [139, 329, 257, 354]
reading-cell: [1052, 1078, 1076, 1091]
ad-text: IN every occupation or profession, you will find I.C.S. Students leaders. They are the men who have received the benefits of I.C.S. Training—the finest in the world. Follow their example and commence an I.C.S. specialised Course NOW! Radio Engineer, Diesel Engineer, Mechanical Draftsman, Motor Mechanic, Producer Gas, Commercial Art, Salesmanship, Journalism, Structural Eng., Professional Exams. INTERNATIONAL CORRESPONDENCE SCHOOLS, Dept. B, Box 687, Dunedin.: [16, 1222, 126, 1330]
classified-ad: WANTED to start immediately, Experienced Lambing Shepherd; good wages.—Apply Wright, Stephenson & Co., Crescent, Invercargill. Sw720: [12, 579, 130, 619]
reading-cell: [1014, 1208, 1052, 1221]
reading-cell: [1014, 1273, 1052, 1286]
column-dances: [651, 30, 784, 1527]
ad-line: I HEAR YOU CALLING ME.: [893, 57, 997, 67]
reading-cell: [982, 1208, 1014, 1221]
millibar-value: 1033: [951, 1065, 982, 1078]
classified-ad: WANTED to Buy a good iron framed Piano. Reply giving make and lowest price for cash to—"E. C.," Times Office. Sw701: [139, 1410, 257, 1443]
classified-ad: KEEP FREE, Friday, October 18th, for CLIFDEN Young People's Ball in aid of London relief funds. 9089: [655, 534, 779, 567]
classified-ad: WANTED for Country Store, Clerk (female) capable of keeping books and working telephone exchange. Apply own writing to—Box 182, Invercargill. 9026: [12, 717, 130, 757]
classified-ad: BUNGALOW AT "ROCKS." WE have been instructed to offer for immediate sale a most attractive Bungalow at this popular summer resort. This stylish home, situated near the Rocks Post Office, contains 5 rooms and sunroom. High situation. Garage. Apply immediately for full particulars from the Sole Agents. PALMER, BREMNER, LIMITED, Newburgh's Buildings. Phone 1375. Evenings 2649. 9074: [266, 730, 384, 817]
millibar-value: 1016: [951, 1130, 982, 1143]
classified-ad: WANTED to Buy, Pianos, Begg's offer highest prices. Spot cash. Phone 2660. 8919: [139, 1596, 257, 1621]
millibar-value: 1030: [951, 1078, 982, 1091]
classified-ad: FOR SALE, an iron framed Piano; guaranteed in first class order.—Apply to "B. Z.," Times Office. Sw734: [139, 747, 257, 780]
sida-address: Don Street: [561, 1326, 608, 1338]
classified-ad: WANTED, Protestant Girl for housework, Northend; sleep out. Good wages.—Apply "F. J.," Times Office. Sw635: [12, 911, 130, 944]
section-heading: BOARD AND RESIDENCE: [393, 862, 514, 875]
classified-ad: WANTED, Married Couple for Dairy Farm; wife willing to assist in shed occasionally. Good separate residence; permanent position suitable couple.—Apply "N. J.," Times Office. Sw712: [12, 666, 130, 714]
reading-cell: [1076, 1195, 1101, 1208]
classified-ad: WANTED, a Boy to sign on for Electric Welding.—Apply Macalisters, Ltd. 9029: [12, 112, 130, 137]
news-items: [788, 973, 1102, 1386]
classified-ad: WANTED, Alterations and Repairs to houses; town or country.—Odd Job Specialists, Ring Phone 2666.: [139, 393, 257, 426]
classified-ad: TONIGHT'S THE NIGHT. END THE DAY RIGHT. CYCLING CLUB SPORTS DANCE, NORTH HALL. Good Music. Good Supper and a Good Time. All for 1/6 Admission. 9093: [655, 48, 779, 88]
column-display-ads: [784, 30, 1202, 1527]
article-subhead: MACHINES USED IN TRAINING SCHEME: [795, 1042, 932, 1064]
grade-label: STANDARD: [910, 787, 993, 804]
classified-ad: TANKS—Two best Gospel Oak quality tanks, 400gal for sale.—10 Margaret Street. Sw709: [139, 711, 257, 744]
classified-ad: CAPABLE Man wants work of any description; lorry driver's licence. Urgent.—Apply "F. E.," Times Office.: [139, 84, 257, 117]
reading-cell: [1076, 1143, 1101, 1156]
tonight-word: Tonight: [1033, 81, 1061, 92]
